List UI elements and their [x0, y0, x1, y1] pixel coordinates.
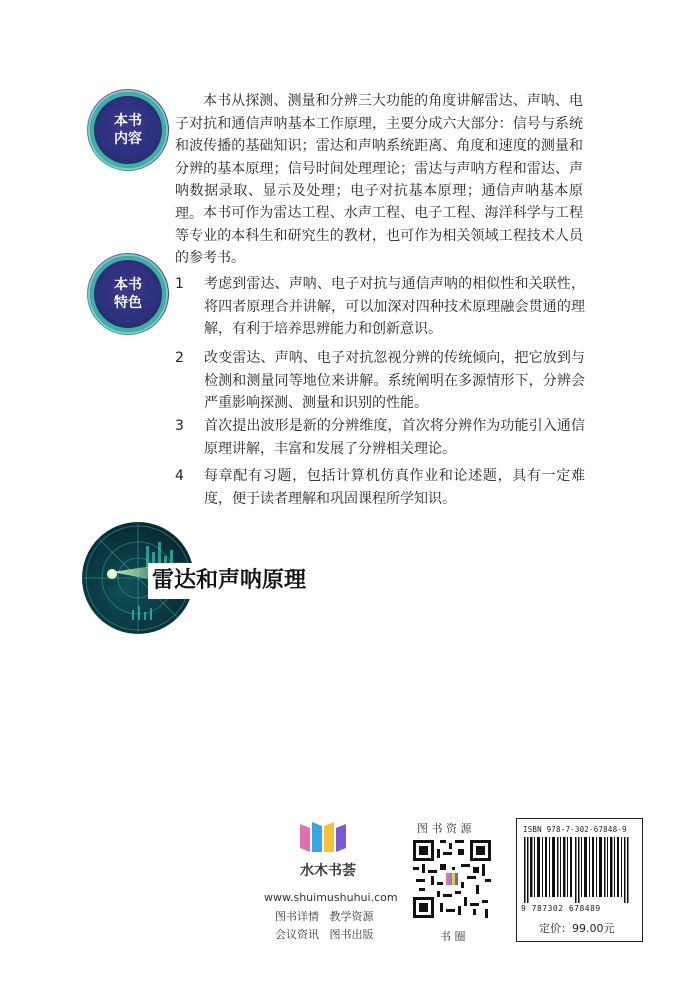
qr-code-icon [413, 840, 491, 918]
intro-paragraph-2: 本书可作为雷达工程、水声工程、电子工程、海洋科学与工程等专业的本科生和研究生的教材，也可作为相关领域工程技术人员的参考书。 [175, 205, 583, 266]
publisher-url[interactable]: www.shuimushuhui.com [264, 891, 398, 904]
barcode-graphic [524, 837, 636, 903]
features-badge [90, 256, 166, 332]
feature-text: 考虑到雷达、声呐、电子对抗与通信声呐的相似性和关联性，将四者原理合并讲解，可以加深对四种技术原理融会贯通的理解，有利于培养思辨能力和创新意识。 [204, 276, 585, 337]
price-label: 定价：99.00元 [539, 922, 615, 935]
features-badge-label: 本书 特色 [114, 277, 142, 311]
barcode-digits: 9 787302 678489 [521, 904, 601, 913]
feature-number: 3 [175, 418, 184, 434]
feature-number: 1 [175, 276, 184, 292]
publisher-links-row1: 图书详情 教学资源 [275, 910, 374, 923]
intro-paragraph-1: 本书从探测、测量和分辨三大功能的角度讲解雷达、声呐、电子对抗和通信声呐基本工作原理，主要分成六大部分：信号与系统和波传播的基础知识；雷达和声呐系统距离、角度和速度的测量和分辨的基本原理；信号时间处理理论；雷达与声呐方程和雷达、声呐数据录取、显示及处理；电子对抗基本原理；通信声呐基本原理。 [175, 93, 583, 222]
qr-code[interactable] [413, 840, 491, 918]
publisher-name: 水木书荟 [300, 863, 356, 879]
feature-text: 改变雷达、声呐、电子对抗忽视分辨的传统倾向，把它放到与检测和测量同等地位来讲解。系统阐明在多源情形下，分辨会严重影响探测、测量和识别的性能。 [204, 350, 585, 411]
feature-text: 每章配有习题，包括计算机仿真作业和论述题，具有一定难度，便于读者理解和巩固课程所学知识。 [204, 468, 585, 507]
publisher-links-row2: 会议资讯 图书出版 [275, 928, 374, 941]
feature-text: 首次提出波形是新的分辨维度，首次将分辨作为功能引入通信原理讲解，丰富和发展了分辨相关理论。 [204, 418, 585, 457]
series-title: 雷达和声呐原理 [148, 563, 342, 599]
isbn-text: ISBN 978-7-302-67848-9 [523, 825, 627, 834]
publisher-logo [290, 818, 354, 860]
book-stack-icon [290, 818, 354, 856]
isbn-barcode-box [516, 818, 643, 942]
qr-bottom-label: 书 圈 [440, 930, 466, 943]
feature-number: 2 [175, 350, 184, 366]
intro-badge-label: 本书 内容 [114, 113, 142, 147]
qr-top-label: 图 书 资 源 [417, 822, 472, 835]
intro-badge [90, 92, 166, 168]
feature-number: 4 [175, 468, 184, 484]
